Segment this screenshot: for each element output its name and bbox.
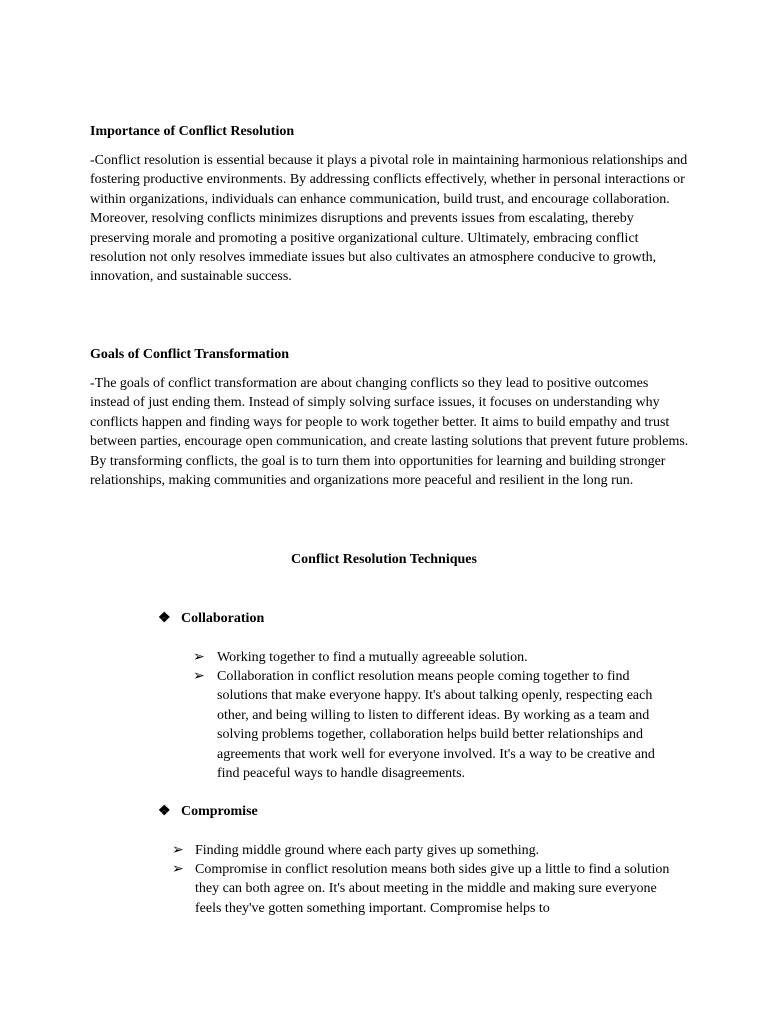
list-item (193, 648, 668, 667)
diamond-bullet-icon: ❖ (158, 611, 171, 626)
diamond-bullet-icon: ❖ (158, 804, 171, 819)
technique-compromise (158, 802, 678, 821)
technique-name: Collaboration (181, 611, 265, 626)
list-item (193, 667, 668, 783)
list-item-text: Working together to find a mutually agreeable solution. (217, 650, 528, 665)
list-item-text: Finding middle ground where each party gives up something. (195, 843, 540, 858)
technique-collaboration (158, 609, 678, 628)
arrow-bullet-icon: ➢ (193, 650, 205, 665)
section-body-goals: -The goals of conflict transformation are about changing conflicts so they lead to positive outcomes instead of just ending them. Instead of simply solving surface issues, it focuses on understanding why conflicts happen and finding ways for people to work together better. It aims to build empathy and trust between parties, encourage open communication, and create lasting solutions that prevent future problems. By transforming conflicts, the goal is to turn them into opportunities for learning and building stronger relationships, making communities and organizations more peaceful and resilient in the long run. (90, 376, 689, 489)
technique-name: Compromise (181, 804, 258, 819)
techniques-title: Conflict Resolution Techniques (291, 552, 477, 567)
arrow-bullet-icon: ➢ (172, 843, 184, 858)
arrow-bullet-icon: ➢ (193, 669, 205, 684)
list-item (172, 841, 672, 860)
list-item (172, 860, 672, 918)
list-item-text: Compromise in conflict resolution means both sides give up a little to find a solution they can both agree on. It's about meeting in the middle and making sure everyone feels they've gotten something important. Compromise helps to (195, 862, 670, 916)
list-item-text: Collaboration in conflict resolution means people coming together to find solutions that make everyone happy. It's about talking openly, respecting each other, and being willing to listen to different ideas. By working as a team and solving problems together, collaboration helps build better relationships and agreements that work well for everyone involved. It's a way to be creative and find peaceful ways to handle disagreements. (217, 669, 655, 782)
section-heading-goals: Goals of Conflict Transformation (90, 347, 289, 362)
section-body-importance: -Conflict resolution is essential because it plays a pivotal role in maintaining harmonious relationships and fostering productive environments. By addressing conflicts effectively, whether in personal interactions or within organizations, individuals can enhance communication, build trust, and encourage collaboration. Moreover, resolving conflicts minimizes disruptions and prevents issues from escalating, thereby preserving morale and promoting a positive organizational culture. Ultimately, embracing conflict resolution not only resolves immediate issues but also cultivates an atmosphere conducive to growth, innovation, and sustainable success. (90, 153, 688, 285)
section-heading-importance: Importance of Conflict Resolution (90, 124, 295, 139)
arrow-bullet-icon: ➢ (172, 862, 184, 877)
